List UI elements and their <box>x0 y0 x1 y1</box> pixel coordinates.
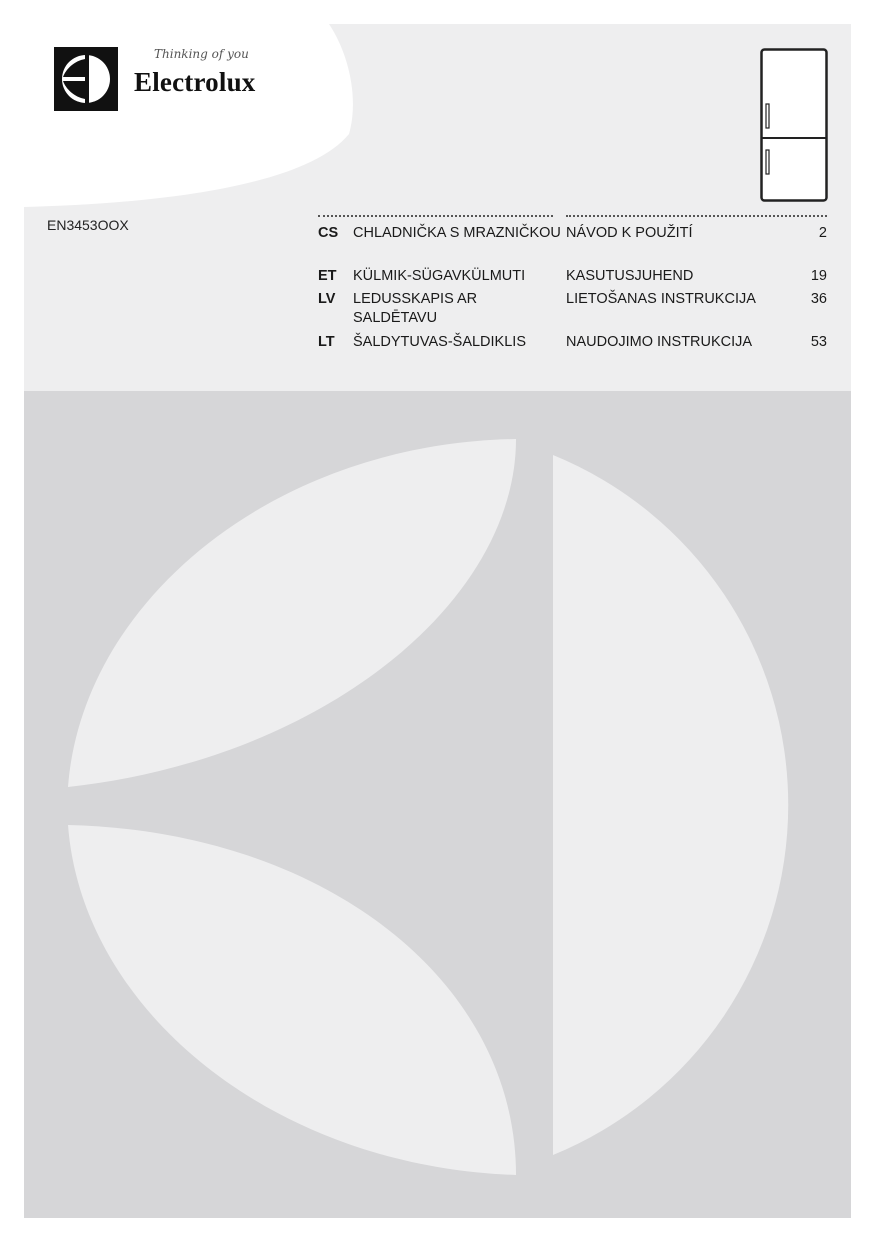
product-name: ŠALDYTUVAS-ŠALDIKLIS <box>353 334 526 350</box>
product-name: LEDUSSKAPIS AR SALDĒTAVU <box>353 291 478 326</box>
page-number: 19 <box>810 268 827 284</box>
language-code: LV <box>318 291 336 307</box>
watermark-upper-wing <box>68 439 516 787</box>
page-number: 53 <box>810 334 827 350</box>
watermark-lower-wing <box>68 825 516 1175</box>
fridge-freezer-icon <box>760 48 828 202</box>
brand-tagline: Thinking of you <box>154 47 249 61</box>
electrolux-logo-icon <box>54 47 118 111</box>
electrolux-watermark-logo <box>24 391 851 1218</box>
manual-title: NAUDOJIMO INSTRUKCIJA <box>566 334 753 350</box>
language-code: LT <box>318 334 335 350</box>
language-code: ET <box>318 268 337 284</box>
manual-title: NÁVOD K POUŽITÍ <box>566 225 693 241</box>
cover-bottom-panel <box>24 391 851 1218</box>
watermark-right-half <box>553 455 788 1155</box>
dotted-divider-left <box>318 215 553 217</box>
brand-name: Electrolux <box>134 67 256 97</box>
dotted-divider-right <box>566 215 827 217</box>
language-code: CS <box>318 225 339 241</box>
manual-title: KASUTUSJUHEND <box>566 268 694 284</box>
model-number: EN3453OOX <box>47 217 129 233</box>
product-name: KÜLMIK-SÜGAVKÜLMUTI <box>353 268 526 284</box>
product-name: CHLADNIČKA S MRAZNIČKOU <box>353 225 561 241</box>
page-number: 2 <box>818 225 827 241</box>
manual-title: LIETOŠANAS INSTRUKCIJA <box>566 291 756 307</box>
page-number: 36 <box>810 291 827 307</box>
